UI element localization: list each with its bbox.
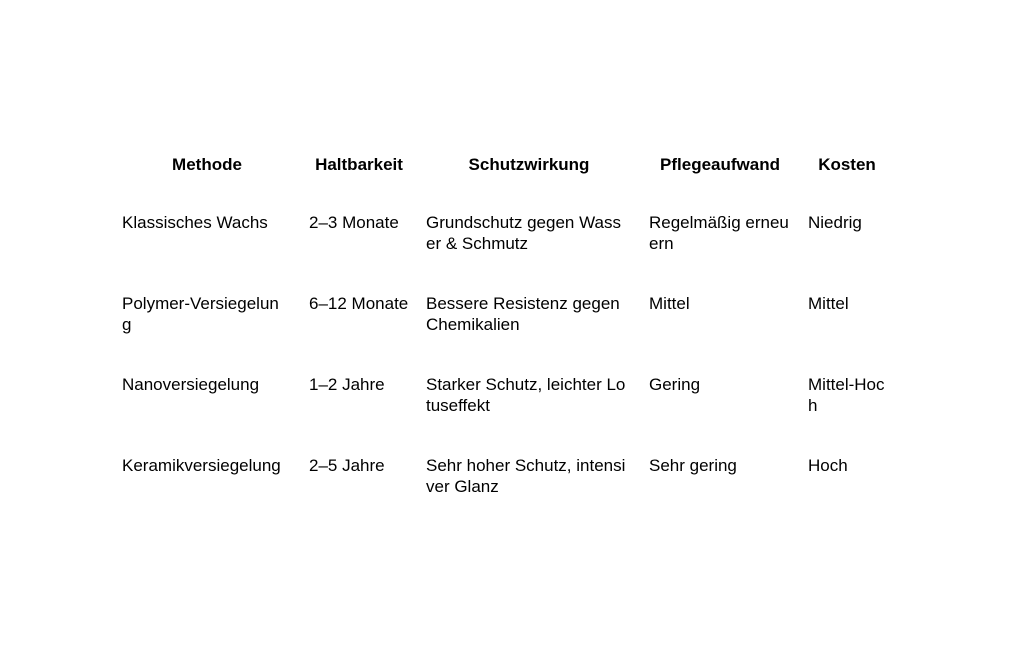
table-header-methode: Methode [172, 155, 242, 174]
table-cell-pflegeaufwand: Sehr gering [649, 456, 737, 475]
table-cell-pflegeaufwand: Mittel [649, 294, 690, 313]
table-cell-methode: Klassisches Wachs [122, 213, 268, 232]
table-cell-kosten: Mittel-Hoch [808, 375, 885, 415]
table-cell-kosten: Mittel [808, 294, 849, 313]
table-cell-methode: Keramikversiegelung [122, 456, 281, 475]
table-cell-schutzwirkung: Sehr hoher Schutz, intensiver Glanz [426, 456, 626, 496]
table-cell-methode: Polymer-Versiegelung [122, 294, 279, 334]
table-cell-haltbarkeit: 6–12 Monate [309, 294, 409, 313]
table-cell-schutzwirkung: Bessere Resistenz gegen Chemikalien [426, 294, 620, 334]
table-cell-haltbarkeit: 1–2 Jahre [309, 375, 385, 394]
table-cell-schutzwirkung: Starker Schutz, leichter Lotuseffekt [426, 375, 626, 415]
table-header-schutzwirkung: Schutzwirkung [468, 155, 590, 174]
table-cell-haltbarkeit: 2–3 Monate [309, 213, 399, 232]
table-cell-methode: Nanoversiegelung [122, 375, 260, 394]
table-header-kosten: Kosten [818, 155, 876, 174]
table-cell-pflegeaufwand: Gering [649, 375, 701, 394]
table-cell-kosten: Niedrig [808, 213, 862, 232]
table-header-pflegeaufwand: Pflegeaufwand [660, 155, 780, 174]
table-cell-schutzwirkung: Grundschutz gegen Wasser & Schmutz [426, 213, 621, 253]
table-header-haltbarkeit: Haltbarkeit [315, 155, 403, 174]
table-cell-kosten: Hoch [808, 456, 848, 475]
table-cell-haltbarkeit: 2–5 Jahre [309, 456, 385, 475]
table-cell-pflegeaufwand: Regelmäßig erneuern [649, 213, 789, 253]
